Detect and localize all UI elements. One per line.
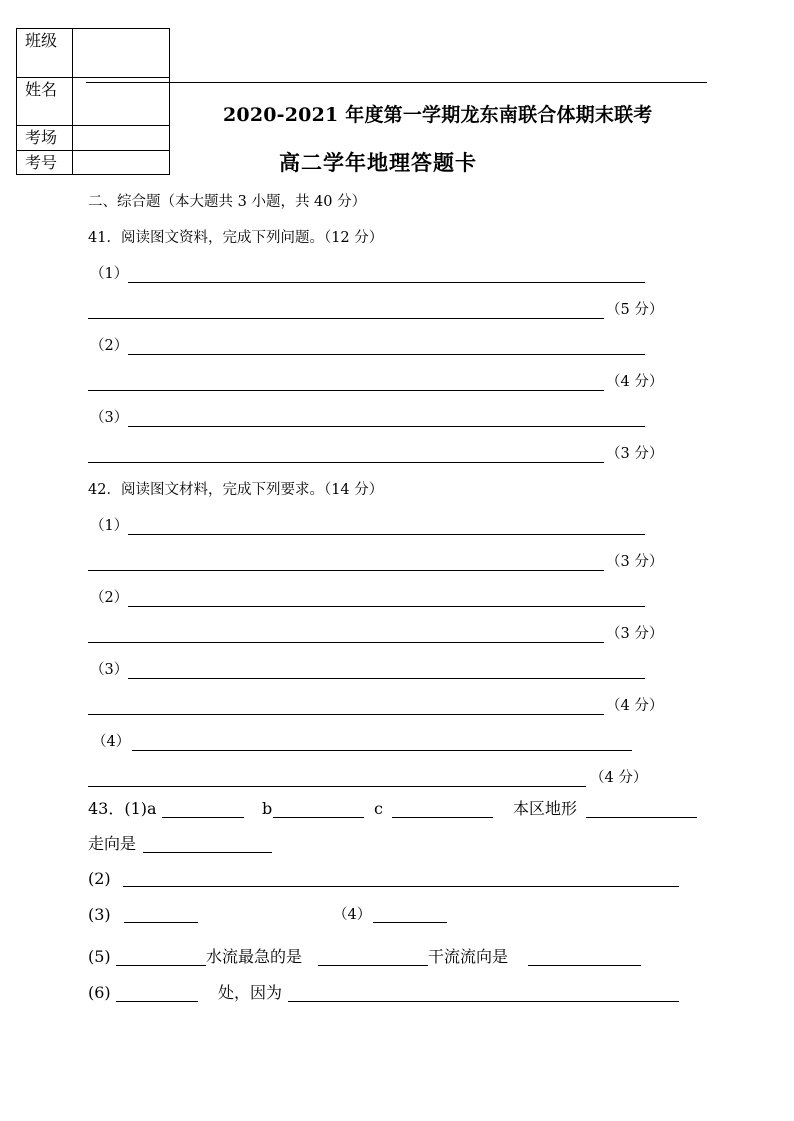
q43-6-blank-a[interactable] xyxy=(116,1001,198,1002)
q41-2-answer-line-a[interactable] xyxy=(128,354,645,355)
q43-6-num: (6) xyxy=(88,983,111,1002)
q41-1-answer-line-a[interactable] xyxy=(128,282,645,283)
q41-1-answer-line-b[interactable] xyxy=(88,318,604,319)
q42-4-answer-line-b[interactable] xyxy=(88,786,586,787)
q43-1-c-blank[interactable] xyxy=(392,817,493,818)
q41-3-score: （3 分） xyxy=(606,446,664,462)
name-label: 姓名 xyxy=(17,78,73,125)
number-label: 考号 xyxy=(17,151,73,174)
class-row xyxy=(17,29,169,77)
q42-3-answer-line-b[interactable] xyxy=(88,714,604,715)
q42-2-score: （3 分） xyxy=(606,626,664,642)
q43-5-blank-c[interactable] xyxy=(528,965,641,966)
q41-1-score: （5 分） xyxy=(606,302,664,318)
number-row xyxy=(17,150,169,174)
q42-4-score: （4 分） xyxy=(590,770,648,786)
q41-3-num: （3） xyxy=(90,410,129,426)
q42-3-num: （3） xyxy=(90,662,129,678)
q43-1-direction-blank[interactable] xyxy=(143,852,272,853)
q43-1-direction-label: 走向是 xyxy=(88,834,137,853)
q42-3-score: （4 分） xyxy=(606,698,664,714)
q42-2-answer-line-b[interactable] xyxy=(88,642,604,643)
q43-3-num: (3) xyxy=(88,905,111,924)
q42-3-answer-line-a[interactable] xyxy=(128,678,645,679)
q43-1-a-blank[interactable] xyxy=(162,817,244,818)
q42-1-score: （3 分） xyxy=(606,554,664,570)
q43-5-num: (5) xyxy=(88,947,111,966)
q43-5-blank-b[interactable] xyxy=(318,965,428,966)
q42-4-answer-line-a[interactable] xyxy=(132,750,632,751)
answer-sheet-title: 高二学年地理答题卡 xyxy=(279,150,477,175)
q41-2-score: （4 分） xyxy=(606,374,664,390)
q43-6-place-label: 处，因为 xyxy=(218,983,283,1002)
q43-4-blank[interactable] xyxy=(373,922,447,923)
q43-2-blank[interactable] xyxy=(123,886,679,887)
q43-5-mainflow-label: 干流流向是 xyxy=(428,947,509,966)
room-row xyxy=(17,125,169,150)
q41-2-num: （2） xyxy=(90,338,129,354)
name-field[interactable] xyxy=(73,78,169,125)
section-heading: 二、综合题（本大题共 3 小题，共 40 分） xyxy=(88,194,367,210)
q43-1-c-label: c xyxy=(374,799,383,818)
q41-3-answer-line-a[interactable] xyxy=(128,426,645,427)
q42-1-num: （1） xyxy=(90,518,129,534)
q41-1-num: （1） xyxy=(90,266,129,282)
q43-1-b-blank[interactable] xyxy=(273,817,364,818)
q42-2-num: （2） xyxy=(90,590,129,606)
q42-1-answer-line-b[interactable] xyxy=(88,570,604,571)
q43-5-fastest-label: 水流最急的是 xyxy=(206,947,303,966)
name-row xyxy=(17,77,169,125)
room-label: 考场 xyxy=(17,126,73,150)
q43-1-b-label: b xyxy=(262,799,273,818)
class-label: 班级 xyxy=(17,29,73,77)
q41-2-answer-line-b[interactable] xyxy=(88,390,604,391)
q43-1-terrain-label: 本区地形 xyxy=(513,799,578,818)
q41-prompt: 41．阅读图文资料，完成下列问题。（12 分） xyxy=(88,230,384,246)
room-field[interactable] xyxy=(73,126,169,150)
header-divider xyxy=(86,82,707,83)
q42-2-answer-line-a[interactable] xyxy=(128,606,645,607)
q43-2-num: (2) xyxy=(88,869,111,888)
q43-1-terrain-blank[interactable] xyxy=(586,817,697,818)
exam-title: 2020-2021 年度第一学期龙东南联合体期末联考 xyxy=(223,104,653,126)
q43-6-blank-b[interactable] xyxy=(288,1001,679,1002)
class-field[interactable] xyxy=(73,29,169,77)
q43-1-lead: 43．(1)a xyxy=(88,799,157,818)
q42-prompt: 42．阅读图文材料，完成下列要求。（14 分） xyxy=(88,482,384,498)
q43-4-num: （4） xyxy=(333,907,372,923)
q43-3-blank[interactable] xyxy=(124,922,198,923)
q42-4-num: （4） xyxy=(92,734,131,750)
q41-3-answer-line-b[interactable] xyxy=(88,462,604,463)
q43-5-blank-a[interactable] xyxy=(116,965,206,966)
q42-1-answer-line-a[interactable] xyxy=(128,534,645,535)
number-field[interactable] xyxy=(73,151,169,174)
student-info-table xyxy=(16,28,170,175)
